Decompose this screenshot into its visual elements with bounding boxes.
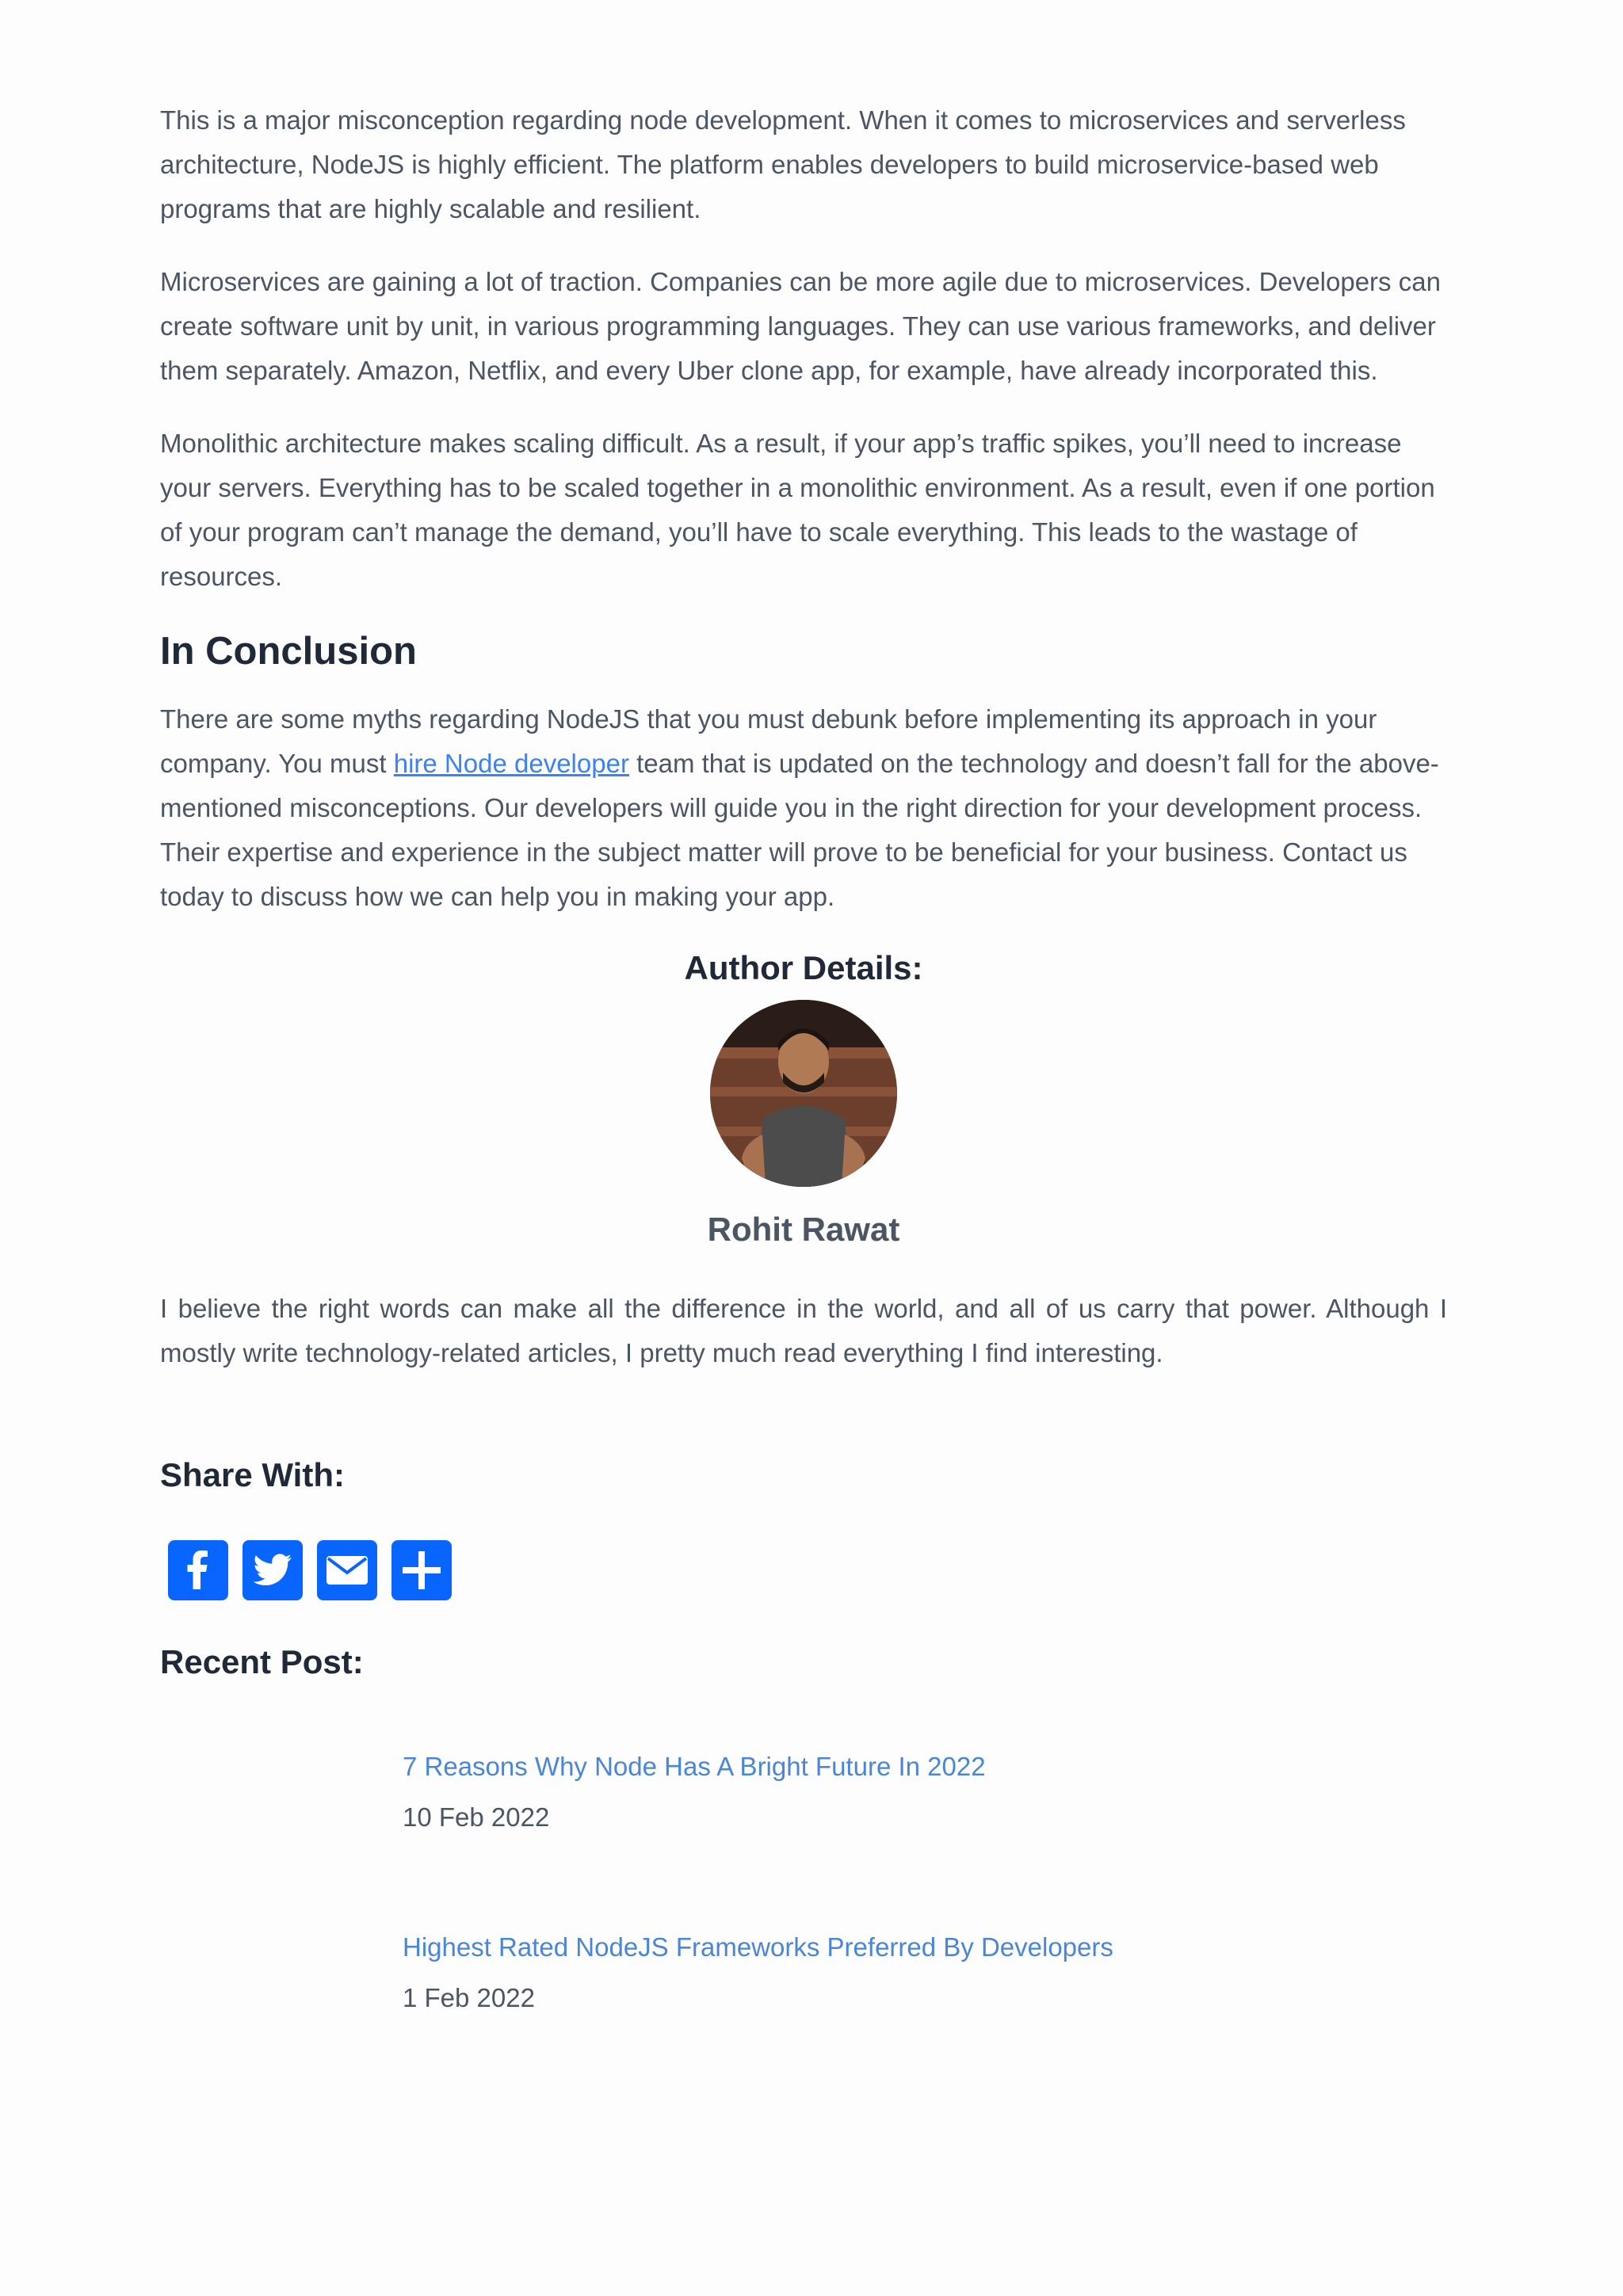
author-name: Rohit Rawat xyxy=(707,1211,900,1248)
recent-post-date: 10 Feb 2022 xyxy=(403,1802,550,1832)
recent-post-date: 1 Feb 2022 xyxy=(403,1983,535,2012)
facebook-icon xyxy=(168,1540,228,1600)
avatar-container xyxy=(160,1000,1447,1187)
email-icon xyxy=(317,1540,377,1600)
author-photo xyxy=(710,1000,897,1187)
facebook-share-button[interactable] xyxy=(168,1540,228,1600)
conclusion-paragraph xyxy=(160,697,1447,919)
plus-icon xyxy=(391,1540,452,1600)
article-content xyxy=(160,98,1447,2111)
article-paragraph: This is a major misconception regarding node development. When it comes to microservices and serverless architecture, NodeJS is highly efficient. The platform enables developers to build microservice-based web programs that are highly scalable and resilient. xyxy=(160,105,1406,223)
hire-node-developer-link[interactable]: hire Node developer xyxy=(393,749,629,778)
conclusion-text-end: team that is updated on the technology and doesn’t fall for the above-mentioned misconceptions. Our developers will guide you in the right direction for your development process. Their expertise and experience in the subject matter will prove to be beneficial for your business. Contact us today to discuss how we can help you in making your app. xyxy=(160,749,1439,911)
conclusion-heading: In Conclusion xyxy=(160,630,417,673)
recent-post-title-link[interactable]: 7 Reasons Why Node Has A Bright Future In 2022 xyxy=(403,1752,986,1781)
author-bio: I believe the right words can make all the difference in the world, and all of us carry that power. Although I mostly write technology-related articles, I pretty much read everything I find interesting. xyxy=(160,1294,1447,1367)
twitter-icon xyxy=(242,1540,303,1600)
share-heading: Share With: xyxy=(160,1456,345,1493)
twitter-share-button[interactable] xyxy=(242,1540,303,1600)
share-buttons xyxy=(168,1540,1447,1600)
email-share-button[interactable] xyxy=(317,1540,377,1600)
author-avatar xyxy=(710,1000,897,1187)
article-paragraph: Microservices are gaining a lot of traction. Companies can be more agile due to microservices. Developers can create software unit by unit, in various programming languages. They can use various frameworks, and deliver them separately. Amazon, Netflix, and every Uber clone app, for example, have already incorporated this. xyxy=(160,267,1441,385)
recent-post-item xyxy=(403,1930,1447,2016)
recent-post-title-link[interactable]: Highest Rated NodeJS Frameworks Preferred By Developers xyxy=(403,1932,1113,1962)
recent-post-item xyxy=(403,1749,1447,1835)
recent-post-heading: Recent Post: xyxy=(160,1643,364,1680)
more-share-button[interactable] xyxy=(391,1540,452,1600)
author-details-heading: Author Details: xyxy=(684,949,923,986)
recent-post-list xyxy=(160,1749,1447,2016)
conclusion-text-start: There are some myths regarding NodeJS that you must debunk before implementing its approach in your company. You must xyxy=(160,704,1377,778)
article-paragraph: Monolithic architecture makes scaling difficult. As a result, if your app’s traffic spikes, you’ll need to increase your servers. Everything has to be scaled together in a monolithic environment. As a result, even if one portion of your program can’t manage the demand, you’ll have to scale everything. This leads to the wastage of resources. xyxy=(160,429,1435,591)
